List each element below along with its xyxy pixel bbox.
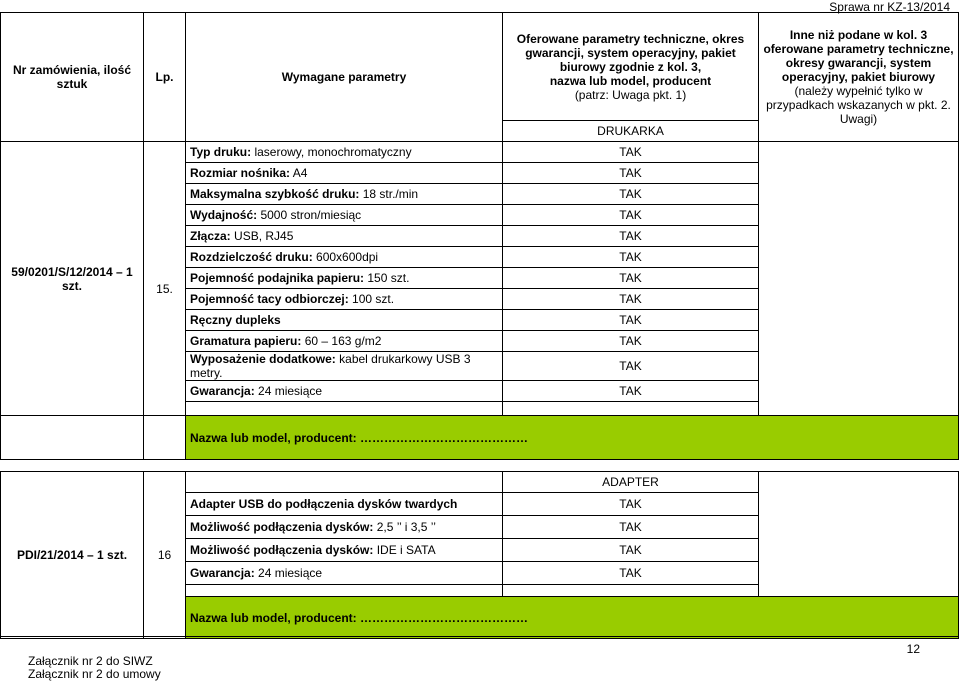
param-row: Złącza: USB, RJ45	[186, 226, 503, 247]
offer-value: TAK	[503, 247, 759, 268]
spacer-cell	[186, 402, 503, 416]
footer-annex	[28, 655, 161, 681]
section-title-printer: DRUKARKA	[503, 121, 759, 142]
header-offered-bold2: nazwa lub model, producent	[549, 73, 712, 88]
lp-adapter: 16	[144, 472, 186, 639]
lp-printer: 15.	[144, 142, 186, 416]
param-row: Możliwość podłączenia dysków: 2,5 ’’ i 3,5 ’’	[186, 516, 503, 539]
header-lp: Lp.	[144, 13, 186, 142]
offer-value: TAK	[503, 516, 759, 539]
header-required: Wymagane parametry	[186, 13, 503, 142]
offer-value: TAK	[503, 352, 759, 381]
case-reference: Sprawa nr KZ-13/2014	[829, 0, 950, 14]
offer-value: TAK	[503, 381, 759, 402]
section-title-adapter: ADAPTER	[503, 472, 759, 493]
offer-value: TAK	[503, 289, 759, 310]
offer-value: TAK	[503, 163, 759, 184]
param-row: Ręczny dupleks	[186, 310, 503, 331]
header-offered	[503, 13, 759, 121]
offer-value: TAK	[503, 142, 759, 163]
param-row: Pojemność podajnika papieru: 150 szt.	[186, 268, 503, 289]
page-number: 12	[906, 642, 920, 656]
lp-spacer	[144, 416, 186, 460]
order-printer: 59/0201/S/12/2014 – 1 szt.	[1, 142, 144, 416]
offer-value: TAK	[503, 562, 759, 585]
footer-line-2: Załącznik nr 2 do umowy	[28, 667, 161, 681]
empty-cell	[186, 472, 503, 493]
param-row: Wydajność: 5000 stron/miesiąc	[186, 205, 503, 226]
param-row: Typ druku: laserowy, monochromatyczny	[186, 142, 503, 163]
header-offered-note: (patrz: Uwaga pkt. 1)	[574, 87, 687, 102]
param-row: Rozmiar nośnika: A4	[186, 163, 503, 184]
offer-value: TAK	[503, 493, 759, 516]
spacer-cell	[503, 585, 759, 597]
model-field-adapter[interactable]: Nazwa lub model, producent: ……………………………………	[186, 597, 959, 639]
specification-table	[0, 12, 959, 639]
header-other-bold2: oferowane parametry techniczne, okresy gwarancji, system operacyjny, pakiet biurowy	[763, 42, 954, 84]
param-row: Rozdzielczość druku: 600x600dpi	[186, 247, 503, 268]
param-row: Maksymalna szybkość druku: 18 str./min	[186, 184, 503, 205]
offer-value: TAK	[503, 331, 759, 352]
model-field-printer[interactable]: Nazwa lub model, producent: ……………………………………	[186, 416, 959, 460]
offer-value: TAK	[503, 226, 759, 247]
offer-value: TAK	[503, 268, 759, 289]
order-spacer	[1, 416, 144, 460]
header-row	[1, 13, 959, 121]
header-other	[759, 13, 959, 142]
spacer-cell	[503, 402, 759, 416]
param-row: Pojemność tacy odbiorczej: 100 szt.	[186, 289, 503, 310]
header-offered-bold: Oferowane parametry techniczne, okres gwarancji, system operacyjny, pakiet biurowy zgodnie z kol. 3,	[516, 31, 745, 74]
header-other-bold1: Inne niż podane w kol. 3	[789, 28, 928, 42]
param-row: Gramatura papieru: 60 – 163 g/m2	[186, 331, 503, 352]
other-cell-printer[interactable]	[759, 142, 959, 416]
offer-value: TAK	[503, 310, 759, 331]
param-row: Gwarancja: 24 miesiące	[186, 381, 503, 402]
footer-divider	[0, 636, 958, 637]
param-row: Możliwość podłączenia dysków: IDE i SATA	[186, 539, 503, 562]
offer-value: TAK	[503, 184, 759, 205]
param-row: Wyposażenie dodatkowe: kabel drukarkowy USB 3 metry.	[186, 352, 503, 381]
spacer-cell	[186, 585, 503, 597]
offer-value: TAK	[503, 539, 759, 562]
section-gap	[1, 460, 959, 472]
order-adapter: PDI/21/2014 – 1 szt.	[1, 472, 144, 639]
other-cell-adapter[interactable]	[759, 472, 959, 597]
offer-value: TAK	[503, 205, 759, 226]
header-other-note: (należy wypełnić tylko w przypadkach wskazanych w pkt. 2. Uwagi)	[766, 84, 951, 126]
header-order: Nr zamówienia, ilość sztuk	[1, 13, 144, 142]
footer-line-1: Załącznik nr 2 do SIWZ	[28, 654, 153, 668]
param-row: Gwarancja: 24 miesiące	[186, 562, 503, 585]
param-row: Adapter USB do podłączenia dysków twardych	[186, 493, 503, 516]
